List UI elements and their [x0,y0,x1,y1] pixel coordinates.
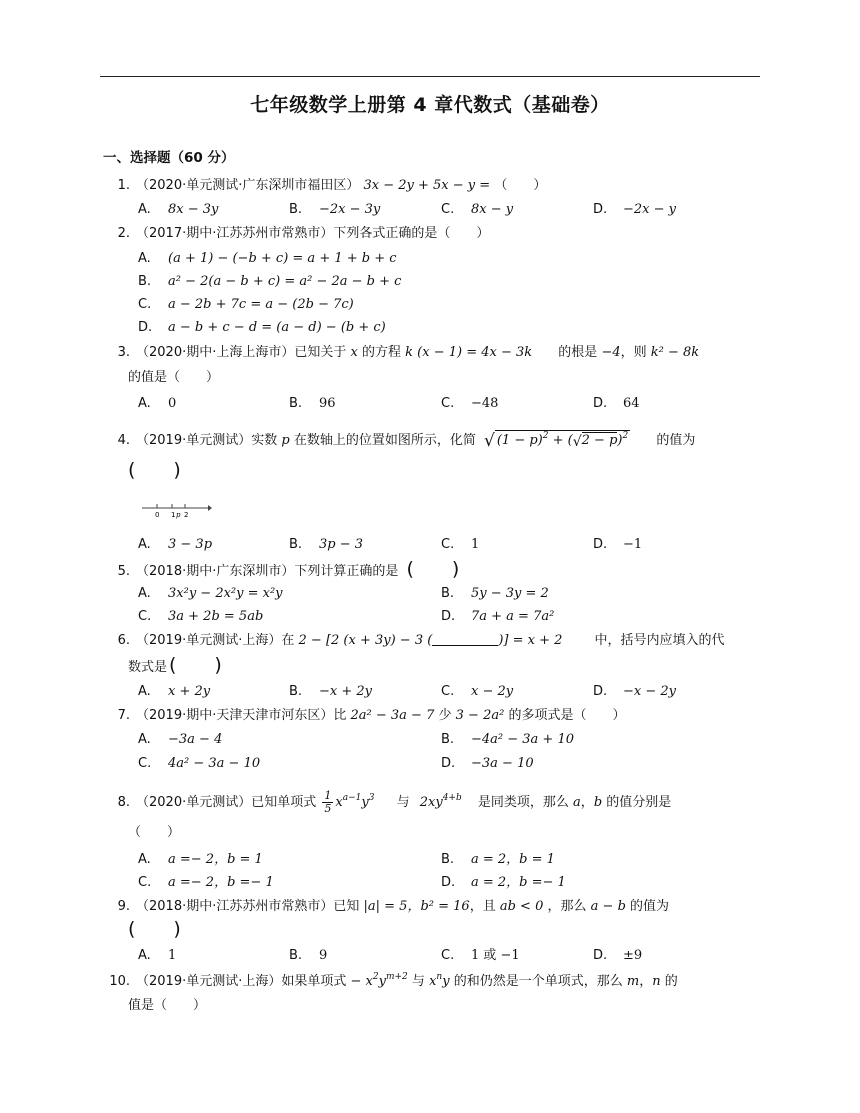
q5-option-a[interactable]: A. 3x²y − 2x²y = x²y [138,586,283,601]
q6-expression: 2 − [2 (x + 3y) − 3 ( )] = x + 2 [298,633,563,648]
q4-answer-paren: ( ) [128,459,181,481]
q9-option-c[interactable]: C. 1 或 −1 [441,948,520,963]
q2-option-b[interactable]: B. a² − 2(a − b + c) = a² − 2a − b + c [138,274,402,289]
q4-radical-expression: √ $(1 - p)^2 + (√2 - p)^2$ [484,431,629,451]
question-9: 9. （2018·期中·江苏苏州市常熟市）已知 |a| = 5，b² = 16，且 ab < 0 ，那么 a − b 的值为 [117,899,670,914]
q9-option-b[interactable]: B. 9 [289,948,328,963]
question-7: 7. （2019·期中·天津天津市河东区）比 2a² − 3a − 7 少 3 − 2a² 的多项式是（ ） [117,708,626,723]
question-10: 10. （2019·单元测试·上海）如果单项式 − $x^2y^{m+2}$ 与 $x^ny$ 的和仍然是一个单项式，那么 m，n 的 [109,972,678,989]
question-4: 4. （2019·单元测试）实数 p 在数轴上的位置如图所示，化简 √ $(1 - p)^2 + (√2 - p)^2$ 的值为 [117,431,696,451]
q8-option-c[interactable]: C. a =− 2，b =− 1 [138,875,274,890]
q10-continuation: 值是（ ） [128,998,207,1013]
q7-option-d[interactable]: D. −3a − 10 [441,756,534,771]
q2-option-c[interactable]: C. a − 2b + 7c = a − (2b − 7c) [138,297,354,312]
page-title: 七年级数学上册第 4 章代数式（基础卷） [250,94,610,116]
q2-option-d[interactable]: D. a − b + c − d = (a − d) − (b + c) [138,320,386,335]
q4-option-a[interactable]: A. 3 − 3p [138,537,213,552]
q5-option-c[interactable]: C. 3a + 2b = 5ab [138,609,264,624]
q7-option-c[interactable]: C. 4a² − 3a − 10 [138,756,261,771]
q9-option-d[interactable]: D. ±9 [593,948,643,963]
q4-option-c[interactable]: C. 1 [441,537,480,552]
q1-option-d[interactable]: D. −2x − y [593,202,676,217]
q5-option-b[interactable]: B. 5y − 3y = 2 [441,586,549,601]
q6-fill-blank [432,633,498,646]
header-rule [100,76,760,77]
q4-option-b[interactable]: B. 3p − 3 [289,537,364,552]
q4-option-d[interactable]: D. −1 [593,537,643,552]
q3-option-d[interactable]: D. 64 [593,396,640,411]
q9-option-a[interactable]: A. 1 [138,948,177,963]
q8-option-b[interactable]: B. a = 2，b = 1 [441,852,555,867]
q1-option-b[interactable]: B. −2x − 3y [289,202,381,217]
q6-continuation: 数式是 ( ) [128,654,222,676]
question-1: 1. （2020·单元测试·广东深圳市福田区） 3x − 2y + 5x − y = （ ） [117,178,547,193]
q3-option-b[interactable]: B. 96 [289,396,336,411]
q7-option-b[interactable]: B. −4a² − 3a + 10 [441,732,575,747]
q6-option-c[interactable]: C. x − 2y [441,684,514,699]
question-8: 8. （2020·单元测试）已知单项式 $\frac{1}{5}$ $x^{a-1}y^3$ 与 $2xy^{4+b}$ 是同类项，那么 a，b 的值分别是 [117,789,672,815]
axis-label-1: 1 [171,511,176,519]
q8-monomial-1: $\frac{1}{5}$ $x^{a-1}y^3$ [324,789,375,815]
q5-option-d[interactable]: D. 7a + a = 7a² [441,609,555,624]
q8-option-d[interactable]: D. a = 2，b =− 1 [441,875,566,890]
question-5: 5. （2018·期中·广东深圳市）下列计算正确的是 ( ) [117,558,460,580]
number-line-figure [140,500,212,520]
q8-answer-paren: （ ） [128,825,181,840]
axis-label-0: 0 [155,511,160,519]
q3-continuation: 的值是（ ） [128,370,220,385]
q8-option-a[interactable]: A. a =− 2，b = 1 [138,852,263,867]
q7-option-a[interactable]: A. −3a − 4 [138,732,223,747]
q1-option-a[interactable]: A. 8x − 3y [138,202,219,217]
q6-option-b[interactable]: B. −x + 2y [289,684,372,699]
q10-monomial-1: − $x^2y^{m+2}$ [350,972,408,989]
q2-option-a[interactable]: A. (a + 1) − (−b + c) = a + 1 + b + c [138,251,397,266]
axis-label-2: 2 [184,511,189,519]
q8-monomial-2: $2xy^{4+b}$ [419,793,462,810]
q1-option-c[interactable]: C. 8x − y [441,202,514,217]
question-2: 2. （2017·期中·江苏苏州市常熟市）下列各式正确的是（ ） [117,226,490,241]
question-6: 6. （2019·单元测试·上海）在 2 − [2 (x + 3y) − 3 ( )] = x + 2 中，括号内应填入的代 [117,633,725,648]
axis-label-p: p [176,511,181,519]
section-heading: 一、选择题（60 分） [103,150,235,166]
q6-option-a[interactable]: A. x + 2y [138,684,211,699]
q3-option-c[interactable]: C. −48 [441,396,499,411]
question-3: 3. （2020·期中·上海上海市）已知关于 x 的方程 k (x − 1) = 4x − 3k 的根是 −4，则 k² − 8k [117,345,700,360]
q3-option-a[interactable]: A. 0 [138,396,177,411]
q10-monomial-2: $x^ny$ [429,972,450,989]
q6-option-d[interactable]: D. −x − 2y [593,684,676,699]
q9-answer-paren: ( ) [128,918,181,940]
